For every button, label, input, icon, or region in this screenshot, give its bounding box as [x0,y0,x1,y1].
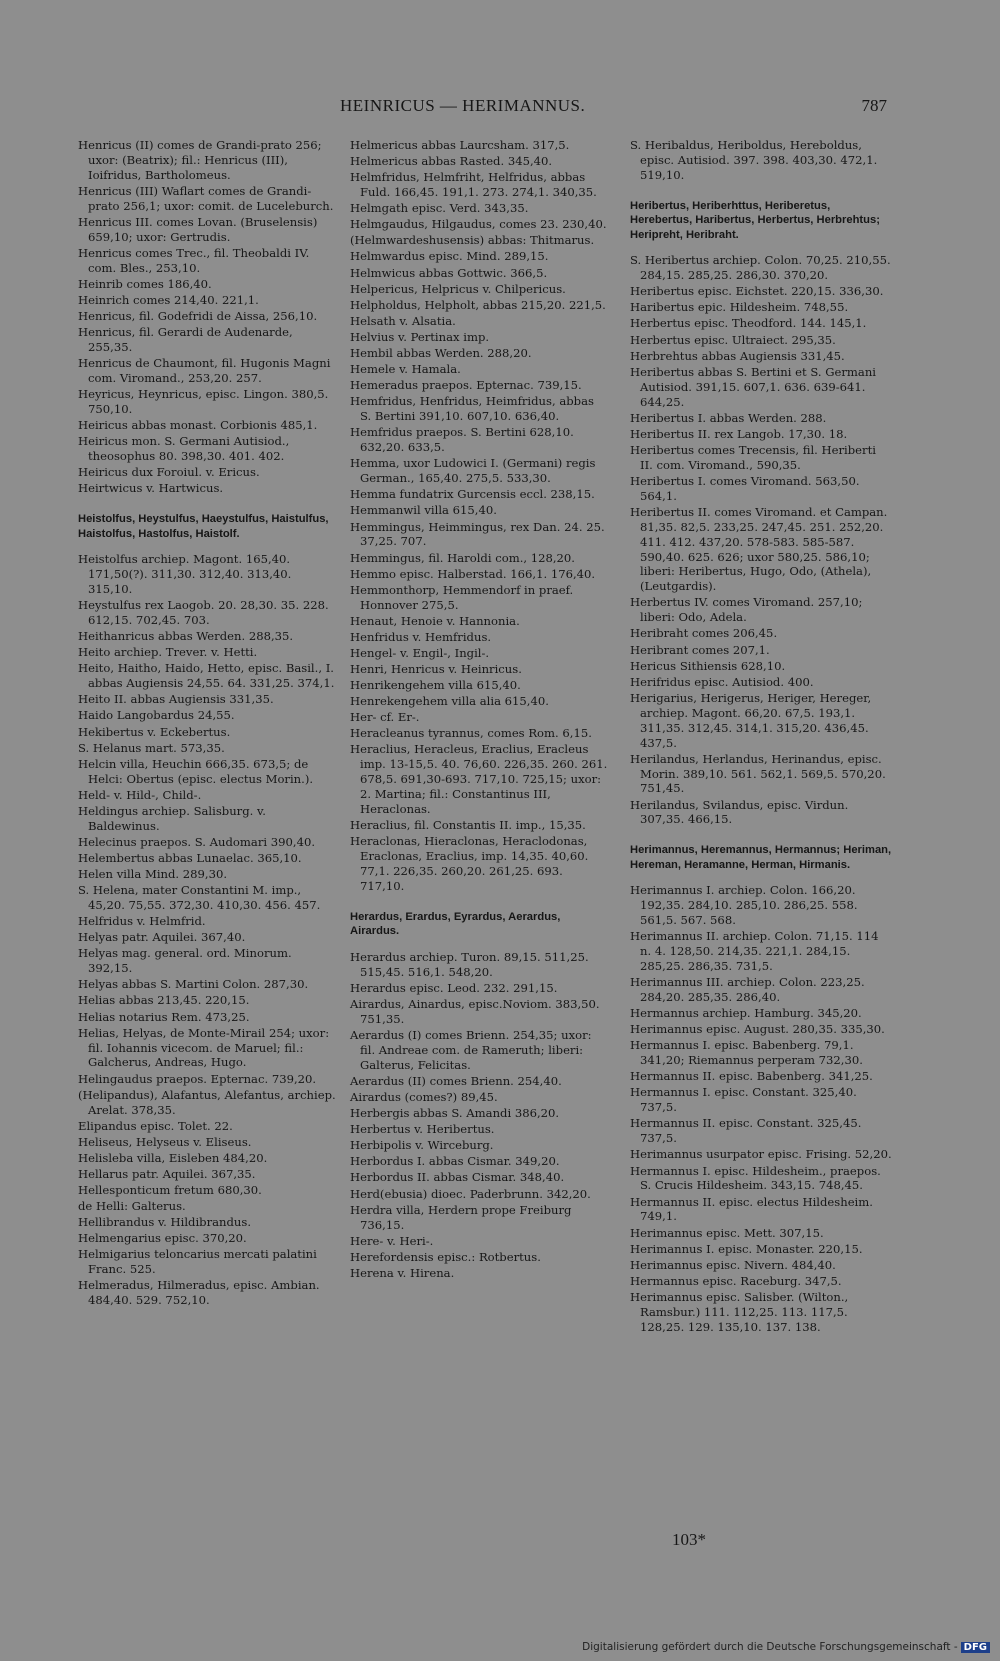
index-entry: Henricus de Chaumont, fil. Hugonis Magni com. Viromand., 253,20. 257. [78,356,331,386]
index-entry: Henaut, Henoie v. Hannonia. [350,613,520,628]
index-entry: Henricus, fil. Godefridi de Aissa, 256,10. [78,309,318,324]
index-entry: Herbergis abbas S. Amandi 386,20. [350,1106,560,1121]
index-entry: Herimannus II. archiep. Colon. 71,15. 114 n. 4. 128,50. 214,35. 221,1. 284,15. 285,25. 286,35. 731,5. [630,929,879,974]
index-entry: Heirtwicus v. Hartwicus. [78,481,224,496]
index-entry: Helmfridus, Helmfriht, Helfridus, abbas Fuld. 166,45. 191,1. 273. 274,1. 340,35. [350,170,597,200]
index-column-1 [78,138,336,1308]
index-entry: Hemmanwil villa 615,40. [350,503,497,518]
index-entry: Herdra villa, Herdern prope Freiburg 736,15. [350,1202,572,1232]
index-entry: Herbordus II. abbas Cismar. 348,40. [350,1170,565,1185]
index-entry: Herilandus, Svilandus, episc. Virdun. 307,35. 466,15. [630,797,849,827]
index-entry: Heiricus mon. S. Germani Autisiod., theosophus 80. 398,30. 401. 402. [78,434,290,464]
index-entry: Henricus III. comes Lovan. (Bruselensis) 659,10; uxor: Gertrudis. [78,214,318,244]
index-entry: Heinrich comes 214,40. 221,1. [78,293,259,307]
index-entry: Airardus (comes?) 89,45. [350,1089,498,1104]
index-entry: Helmwardus episc. Mind. 289,15. [350,249,549,264]
index-entry: Helembertus abbas Lunaelac. 365,10. [78,850,302,865]
lemma-heading: Heribertus, Heriberhttus, Heriberetus, Herebertus, Haribertus, Herbertus, Herbrehtus; Heripreht, Heribraht. [630,199,880,241]
index-entry: Hemeradus praepos. Epternac. 739,15. [350,378,582,393]
index-entry: Helmeradus, Hilmeradus, episc. Ambian. 484,40. 529. 752,10. [78,1278,320,1308]
index-entry: Hericus Sithiensis 628,10. [630,658,786,673]
index-entry: Hemma fundatrix Gurcensis eccl. 238,15. [350,487,595,502]
index-entry: Heliseus, Helyseus v. Eliseus. [78,1134,252,1149]
index-entry: Hemmonthorp, Hemmendorf in praef. Honnover 275,5. [350,582,574,612]
index-entry: Herifridus episc. Autisiod. 400. [630,674,814,689]
index-entry: Hemmo episc. Halberstad. 166,1. 176,40. [350,566,596,581]
index-entry: Herimannus episc. Nivern. 484,40. [630,1257,836,1272]
index-entry: Heribertus abbas S. Bertini et S. Germani Autisiod. 391,15. 607,1. 636. 639-641. 644,25. [630,364,877,409]
index-entry: Hellibrandus v. Hildibrandus. [78,1215,252,1230]
index-entry: Hemfridus praepos. S. Bertini 628,10. 632,20. 633,5. [350,425,574,455]
page-title: HEINRICUS — HERIMANNUS. [340,96,586,115]
dfg-logo: DFG [961,1642,990,1653]
index-entry: Helmigarius teloncarius mercati palatini Franc. 525. [78,1247,317,1277]
index-entry: Her- cf. Er-. [350,710,420,725]
index-entry: Helvius v. Pertinax imp. [350,329,490,344]
index-entry: Helpericus, Helpricus v. Chilpericus. [350,281,566,296]
index-entry: Aerardus (I) comes Brienn. 254,35; uxor: fil. Andreae com. de Rameruth; liberi: Galterus, Felicitas. [350,1027,592,1072]
index-entry: Heribertus I. comes Viromand. 563,50. 564,1. [630,473,860,503]
index-entry: Heribertus II. rex Langob. 17,30. 18. [630,426,848,441]
index-entry: Henricus comes Trec., fil. Theobaldi IV. com. Bles., 253,10. [78,245,310,275]
index-entry: Haido Langobardus 24,55. [78,708,235,723]
index-entry: Heiricus dux Foroiul. v. Ericus. [78,465,260,480]
index-entry: Heribertus II. comes Viromand. et Campan. 81,35. 82,5. 233,25. 247,45. 251. 252,20. 411. 412. 437,20. 578-583. 585-587. 590,40. 625. 626; uxor 580,25. 586,10; liberi: Heribertus, Hugo, Odo, (Athela), (Leutgardis). [630,504,888,594]
index-entry: Heribertus comes Trecensis, fil. Heriberti II. com. Viromand., 590,35. [630,442,876,472]
index-entry: Herbertus episc. Ultraiect. 295,35. [630,332,836,347]
index-entry: Elipandus episc. Tolet. 22. [78,1118,233,1133]
index-entry: Helmgaudus, Hilgaudus, comes 23. 230,40. [350,217,607,232]
index-entry: Herefordensis episc.: Rotbertus. [350,1249,541,1264]
index-entry: Hemmingus, Heimmingus, rex Dan. 24. 25. 37,25. 707. [350,519,605,549]
index-entry: S. Heribertus archiep. Colon. 70,25. 210,55. 284,15. 285,25. 286,30. 370,20. [630,253,891,283]
lemma-heading: Heistolfus, Heystulfus, Haeystulfus, Haistulfus, Haistolfus, Hastolfus, Haistolf. [78,513,329,540]
index-entry: S. Heribaldus, Heriboldus, Hereboldus, episc. Autisiod. 397. 398. 403,30. 472,1. 519,10. [630,138,878,182]
credit-text: Digitalisierung gefördert durch die Deutsche Forschungsgemeinschaft - [582,1641,958,1653]
index-entry: Heribrant comes 207,1. [630,642,770,657]
page-number: 787 [861,96,887,115]
index-entry: Hermannus I. episc. Constant. 325,40. 737,5. [630,1085,857,1115]
index-entry: Helmericus abbas Laurcsham. 317,5. [350,138,570,152]
index-entry: Hemfridus, Henfridus, Heimfridus, abbas S. Bertini 391,10. 607,10. 636,40. [350,394,594,424]
index-entry: Hembil abbas Werden. 288,20. [350,346,532,361]
index-entry: Helyas patr. Aquilei. 367,40. [78,930,246,945]
index-entry: Helecinus praepos. S. Audomari 390,40. [78,834,316,849]
index-entry: Hemele v. Hamala. [350,362,461,377]
index-entry: Hemmingus, fil. Haroldi com., 128,20. [350,550,575,565]
index-entry: Helias abbas 213,45. 220,15. [78,993,250,1008]
digitization-credit [582,1641,990,1653]
index-entry: Herimannus episc. August. 280,35. 335,30. [630,1022,885,1037]
index-entry: Aerardus (II) comes Brienn. 254,40. [350,1073,562,1088]
index-entry: Herena v. Hirena. [350,1265,455,1280]
index-entry: (Helipandus), Alafantus, Alefantus, archiep. Arelat. 378,35. [78,1087,336,1117]
index-entry: Helfridus v. Helmfrid. [78,914,206,929]
index-entry: Henricus, fil. Gerardi de Audenarde, 255,35. [78,325,293,355]
index-entry: Heito II. abbas Augiensis 331,35. [78,692,274,707]
index-entry: Henricus (II) comes de Grandi-prato 256; uxor: (Beatrix); fil.: Henricus (III), Ioifridus, Bartholomeus. [78,138,322,182]
index-entry: Heyricus, Heynricus, episc. Lingon. 380,5. 750,10. [78,387,329,417]
index-entry: Hellarus patr. Aquilei. 367,35. [78,1166,256,1181]
index-entry: Airardus, Ainardus, episc.Noviom. 383,50. 751,35. [350,996,600,1026]
index-entry: Helmengarius episc. 370,20. [78,1231,247,1246]
index-entry: Herilandus, Herlandus, Herinandus, episc. Morin. 389,10. 561. 562,1. 569,5. 570,20. 751,45. [630,751,886,796]
lemma-heading: Herimannus, Heremannus, Hermannus; Heriman, Hereman, Heramanne, Herman, Hirmanis. [630,844,892,871]
index-entry: Herimannus I. archiep. Colon. 166,20. 192,35. 284,10. 285,10. 286,25. 558. 561,5. 567. 568. [630,883,858,928]
index-entry: Helisleba villa, Eisleben 484,20. [78,1150,268,1165]
index-entry: Heystulfus rex Laogob. 20. 28,30. 35. 228. 612,15. 702,45. 703. [78,598,329,628]
index-entry: (Helmwardeshusensis) abbas: Thitmarus. [350,233,595,248]
index-entry: Herd(ebusia) dioec. Paderbrunn. 342,20. [350,1186,591,1201]
lemma-heading: Herardus, Erardus, Eyrardus, Aerardus, Airardus. [350,910,561,938]
index-entry: Helmgath episc. Verd. 343,35. [350,201,529,216]
index-entry: Hemma, uxor Ludowici I. (Germani) regis German., 165,40. 275,5. 533,30. [350,456,596,486]
index-entry: Herbertus IV. comes Viromand. 257,10; liberi: Odo, Adela. [630,595,863,625]
index-entry: Herbertus episc. Theodford. 144. 145,1. [630,316,867,331]
index-entry: Heracleanus tyrannus, comes Rom. 6,15. [350,726,592,741]
index-entry: Helyas abbas S. Martini Colon. 287,30. [78,977,309,992]
index-entry: Henricus (III) Waflart comes de Grandi-prato 256,1; uxor: comit. de Luceleburch. [78,183,334,213]
index-entry: Hermannus II. episc. electus Hildesheim. 749,1. [630,1194,873,1224]
index-entry: Heraclius, Heracleus, Eraclius, Eracleus imp. 13-15,5. 40. 76,60. 226,35. 260. 261. 678,5. 691,30-693. 717,10. 725,15; uxor: 2. Martina; fil.: Constantinus III, Heraclonas. [350,742,608,817]
index-entry: Helmwicus abbas Gottwic. 366,5. [350,265,548,280]
index-entry: Hermannus II. episc. Constant. 325,45. 737,5. [630,1116,862,1146]
index-entry: Heithanricus abbas Werden. 288,35. [78,629,294,644]
index-entry: Heldingus archiep. Salisburg. v. Baldewinus. [78,803,266,833]
index-entry: Helyas mag. general. ord. Minorum. 392,15. [78,946,292,976]
index-entry: Heribertus episc. Eichstet. 220,15. 336,30. [630,284,884,299]
index-column-2 [350,138,608,1281]
index-column-3 [630,138,892,1335]
index-entry: Herardus episc. Leod. 232. 291,15. [350,980,558,995]
index-entry: Herbipolis v. Wirceburg. [350,1138,494,1153]
index-entry: Herimannus III. archiep. Colon. 223,25. 284,20. 285,35. 286,40. [630,975,865,1005]
index-entry: Hekibertus v. Eckebertus. [78,724,231,739]
index-entry: S. Helanus mart. 573,35. [78,740,225,755]
index-entry: Heribertus I. abbas Werden. 288. [630,410,827,425]
index-entry: Heito, Haitho, Haido, Hetto, episc. Basil., I. abbas Augiensis 24,55. 64. 331,25. 374,1. [78,661,335,691]
index-entry: Herbordus I. abbas Cismar. 349,20. [350,1154,560,1169]
index-entry: Here- v. Heri-. [350,1233,434,1248]
index-entry: Heistolfus archiep. Magont. 165,40. 171,50(?). 311,30. 312,40. 313,40. 315,10. [78,552,292,597]
index-entry: Hengel- v. Engil-, Ingil-. [350,645,490,660]
index-entry: Herimannus episc. Mett. 307,15. [630,1225,824,1240]
index-entry: Helmericus abbas Rasted. 345,40. [350,154,553,169]
index-entry: Henrikengehem villa 615,40. [350,678,521,693]
folio-mark: 103* [672,1530,706,1549]
index-entry: Helen villa Mind. 289,30. [78,867,228,882]
index-entry: Helsath v. Alsatia. [350,313,456,328]
index-entry: Heribraht comes 206,45. [630,626,778,641]
index-entry: S. Helena, mater Constantini M. imp., 45,20. 75,55. 372,30. 410,30. 456. 457. [78,883,321,913]
index-entry: Heinrib comes 186,40. [78,276,212,291]
index-entry: Helcin villa, Heuchin 666,35. 673,5; de Helci: Obertus (episc. electus Morin.). [78,756,314,786]
index-entry: Henfridus v. Hemfridus. [350,629,492,644]
index-entry: Hellesponticum fretum 680,30. [78,1182,262,1197]
index-entry: Hermannus episc. Raceburg. 347,5. [630,1273,842,1288]
index-entry: Hermannus II. episc. Babenberg. 341,25. [630,1069,873,1084]
index-entry: Herbrehtus abbas Augiensis 331,45. [630,348,845,363]
index-entry: Helias notarius Rem. 473,25. [78,1009,250,1024]
index-entry: Herimannus I. episc. Monaster. 220,15. [630,1241,863,1256]
index-entry: Helingaudus praepos. Epternac. 739,20. [78,1071,317,1086]
index-entry: Henri, Henricus v. Heinricus. [350,661,522,676]
index-entry: Helias, Helyas, de Monte-Mirail 254; uxor: fil. Iohannis vicecom. de Maruel; fil.: Galcherus, Andreas, Hugo. [78,1025,330,1070]
index-entry: Held- v. Hild-, Child-. [78,787,202,802]
index-entry: de Helli: Galterus. [78,1199,186,1214]
running-header [0,96,1000,122]
index-entry: Heiricus abbas monast. Corbionis 485,1. [78,418,318,433]
index-entry: Henrekengehem villa alia 615,40. [350,694,549,709]
index-entry: Herimannus usurpator episc. Frising. 52,20. [630,1147,892,1162]
index-entry: Haribertus epic. Hildesheim. 748,55. [630,300,849,315]
index-entry: Herigarius, Herigerus, Heriger, Hereger, archiep. Magont. 66,20. 67,5. 193,1. 311,35. 312,45. 314,1. 315,20. 436,45. 437,5. [630,690,872,750]
index-entry: Helpholdus, Helpholt, abbas 215,20. 221,5. [350,297,606,312]
index-entry: Heito archiep. Trever. v. Hetti. [78,645,258,660]
index-entry: Heraclius, fil. Constantis II. imp., 15,35. [350,818,586,833]
index-entry: Herimannus episc. Salisber. (Wilton., Ramsbur.) 111. 112,25. 113. 117,5. 128,25. 129. 135,10. 137. 138. [630,1289,849,1334]
index-entry: Heraclonas, Hieraclonas, Heraclodonas, Eraclonas, Eraclius, imp. 14,35. 40,60. 77,1. 226,35. 260,20. 261,25. 693. 717,10. [350,834,589,893]
index-entry: Hermannus archiep. Hamburg. 345,20. [630,1006,862,1021]
index-entry: Herbertus v. Heribertus. [350,1122,495,1137]
index-entry: Herardus archiep. Turon. 89,15. 511,25. 515,45. 516,1. 548,20. [350,949,589,979]
index-entry: Hermannus I. episc. Babenberg. 79,1. 341,20; Riemannus perperam 732,30. [630,1038,863,1068]
index-entry: Hermannus I. episc. Hildesheim., praepos. S. Crucis Hildesheim. 343,15. 748,45. [630,1163,881,1193]
